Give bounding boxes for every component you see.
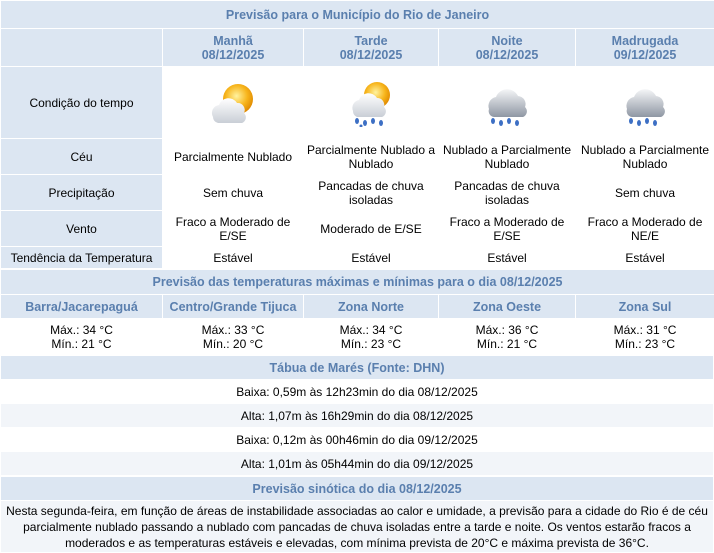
zone-temps (439, 319, 576, 355)
min-temp: Mín.: 20 °C (203, 337, 263, 351)
sky-cell: Nublado a Parcialmente Nublado (439, 139, 576, 175)
tide-entry: Alta: 1,01m às 05h44min do dia 09/12/2025 (1, 452, 714, 476)
min-temp: Mín.: 21 °C (477, 337, 537, 351)
row-label: Condição do tempo (1, 67, 163, 139)
max-temp: Máx.: 34 °C (340, 323, 403, 337)
zone-name: Zona Sul (576, 295, 714, 319)
precip-cell: Sem chuva (576, 175, 714, 211)
period-name: Madrugada (576, 34, 714, 48)
synoptic-text: Nesta segunda-feira, em função de áreas de instabilidade associadas ao calor e umidade, a previsão para a cidade do Rio é de céu parcialmente nublado passando a nublado com pancadas de chuva isoladas entre a tarde e noite. Os ventos estarão fracos a moderados e as temperaturas estáveis e elevadas, com mínima prevista de 20°C e máxima prevista de 36°C. (1, 501, 714, 553)
max-temp: Máx.: 31 °C (614, 323, 677, 337)
max-temp: Máx.: 36 °C (476, 323, 539, 337)
precip-cell: Sem chuva (163, 175, 304, 211)
wind-cell: Fraco a Moderado de NE/E (576, 211, 714, 247)
header-corner (1, 29, 163, 67)
tide-entry: Alta: 1,07m às 16h29min do dia 08/12/2025 (1, 404, 714, 428)
trend-cell: Estável (439, 247, 576, 269)
period-header (576, 29, 714, 67)
cloud-rain-icon (617, 79, 673, 127)
tide-title: Tábua de Marés (Fonte: DHN) (1, 356, 714, 380)
min-temp: Mín.: 23 °C (341, 337, 401, 351)
wind-cell: Fraco a Moderado de E/SE (163, 211, 304, 247)
row-label: Precipitação (1, 175, 163, 211)
sky-cell: Parcialmente Nublado a Nublado (304, 139, 439, 175)
synoptic-title: Previsão sinótica do dia 08/12/2025 (1, 477, 714, 501)
condition-cell (163, 67, 304, 139)
row-label: Céu (1, 139, 163, 175)
min-temp: Mín.: 23 °C (615, 337, 675, 351)
period-header (439, 29, 576, 67)
period-date: 08/12/2025 (163, 48, 303, 62)
period-date: 09/12/2025 (576, 48, 714, 62)
wind-cell: Fraco a Moderado de E/SE (439, 211, 576, 247)
row-label: Vento (1, 211, 163, 247)
condition-cell (439, 67, 576, 139)
period-name: Tarde (304, 34, 438, 48)
period-date: 08/12/2025 (439, 48, 575, 62)
condition-cell (304, 67, 439, 139)
zone-name: Zona Oeste (439, 295, 576, 319)
period-header (304, 29, 439, 67)
trend-cell: Estável (163, 247, 304, 269)
precip-cell: Pancadas de chuva isoladas (304, 175, 439, 211)
period-date: 08/12/2025 (304, 48, 438, 62)
trend-cell: Estável (576, 247, 714, 269)
zone-temps (304, 319, 439, 355)
row-label: Tendência da Temperatura (1, 247, 163, 269)
forecast-title: Previsão para o Município do Rio de Janeiro (1, 1, 714, 29)
sky-cell: Parcialmente Nublado (163, 139, 304, 175)
condition-cell (576, 67, 714, 139)
zone-temps (576, 319, 714, 355)
forecast-table (0, 0, 714, 269)
period-name: Noite (439, 34, 575, 48)
tide-table (0, 355, 714, 476)
wind-cell: Moderado de E/SE (304, 211, 439, 247)
period-name: Manhã (163, 34, 303, 48)
period-header (163, 29, 304, 67)
sun-cloud-rain-icon (343, 79, 399, 127)
temperature-title: Previsão das temperaturas máximas e mínimas para o dia 08/12/2025 (1, 270, 714, 295)
tide-entry: Baixa: 0,12m às 00h46min do dia 09/12/2025 (1, 428, 714, 452)
temperature-table (0, 269, 714, 355)
zone-temps (1, 319, 163, 355)
partly-cloudy-sun-icon (205, 79, 261, 127)
precip-cell: Pancadas de chuva isoladas (439, 175, 576, 211)
max-temp: Máx.: 34 °C (50, 323, 113, 337)
zone-name: Zona Norte (304, 295, 439, 319)
zone-name: Barra/Jacarepaguá (1, 295, 163, 319)
synoptic-table (0, 476, 714, 553)
min-temp: Mín.: 21 °C (51, 337, 111, 351)
zone-name: Centro/Grande Tijuca (163, 295, 304, 319)
trend-cell: Estável (304, 247, 439, 269)
tide-entry: Baixa: 0,59m às 12h23min do dia 08/12/2025 (1, 380, 714, 404)
cloud-rain-icon (479, 79, 535, 127)
zone-temps (163, 319, 304, 355)
sky-cell: Nublado a Parcialmente Nublado (576, 139, 714, 175)
max-temp: Máx.: 33 °C (202, 323, 265, 337)
